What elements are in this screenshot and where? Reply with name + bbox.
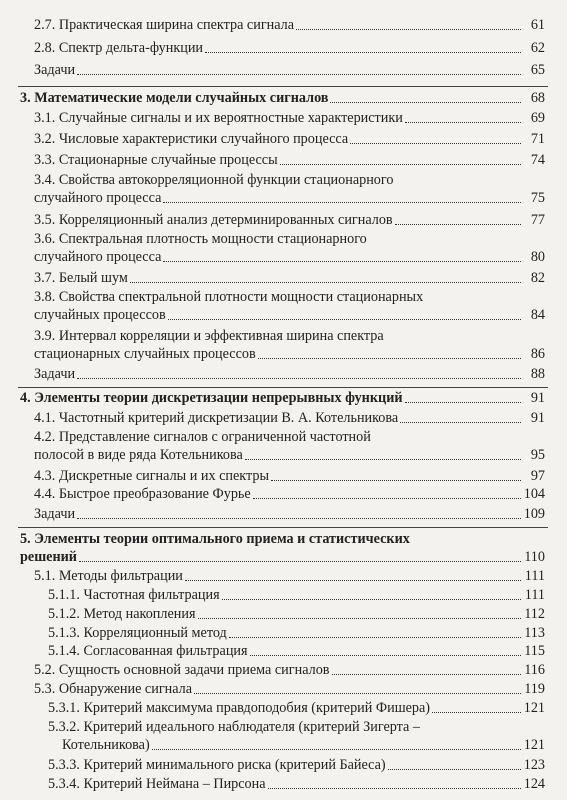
toc-entry-page: 62 [530, 40, 545, 56]
leader-dots [258, 358, 521, 359]
toc-entry-title-cont: полосой в виде ряда Котельникова [34, 447, 243, 463]
toc-entry-page: 109 [523, 506, 545, 522]
toc-entry-title: 5.2. Сущность основной задачи приема сигналов [34, 662, 330, 678]
toc-entry-title: Задачи [34, 366, 76, 382]
toc-entry-title: 5. Элементы теории оптимального приема и статистических [20, 531, 410, 547]
toc-entry-title-cont: решений [20, 549, 77, 565]
section-divider [18, 86, 548, 87]
toc-entry-title: 3.5. Корреляционный анализ детерминированных сигналов [34, 212, 393, 228]
leader-dots [229, 637, 521, 638]
toc-entry-title: 4.2. Представление сигналов с ограниченной частотной [34, 429, 371, 445]
leader-dots [432, 712, 521, 713]
toc-entry-page: 123 [523, 757, 545, 773]
toc-entry-title-cont: стационарных случайных процессов [34, 346, 256, 362]
toc-entry-page: 86 [530, 346, 545, 362]
leader-dots [152, 749, 521, 750]
toc-entry-title: 5.1.2. Метод накопления [48, 606, 196, 622]
leader-dots [388, 769, 521, 770]
toc-entry-page: 104 [523, 486, 545, 502]
toc-entry-title: 3.1. Случайные сигналы и их вероятностные характеристики [34, 110, 403, 126]
leader-dots [296, 29, 521, 30]
toc-entry-title: 5.1.4. Согласованная фильтрация [48, 643, 248, 659]
leader-dots [222, 599, 521, 600]
toc-entry-page: 88 [530, 366, 545, 382]
leader-dots [400, 422, 521, 423]
toc-entry-title: 3. Математические модели случайных сигналов [20, 90, 329, 106]
leader-dots [185, 580, 521, 581]
toc-entry-page: 111 [524, 587, 545, 603]
toc-entry-title-cont: случайного процесса [34, 190, 162, 206]
leader-dots [163, 202, 521, 203]
toc-entry-title: Задачи [34, 62, 76, 78]
toc-entry-title: 3.7. Белый шум [34, 270, 128, 286]
toc-entry-title: 4.1. Частотный критерий дискретизации В. А. Котельникова [34, 410, 399, 426]
toc-entry-title: 5.3.3. Критерий минимального риска (критерий Байеса) [48, 757, 386, 773]
toc-entry-page: 61 [530, 17, 545, 33]
toc-entry-title: 5.1. Методы фильтрации [34, 568, 183, 584]
toc-entry-title: 5.3. Обнаружение сигнала [34, 681, 193, 697]
toc-entry-page: 110 [524, 549, 545, 565]
leader-dots [405, 402, 521, 403]
toc-entry-title: 5.3.2. Критерий идеального наблюдателя (критерий Зигерта – [48, 719, 420, 735]
toc-entry-page: 75 [530, 190, 545, 206]
toc-entry-title: 5.3.1. Критерий максимума правдоподобия (критерий Фишера) [48, 700, 431, 716]
toc-entry-page: 71 [530, 131, 545, 147]
leader-dots [163, 261, 521, 262]
leader-dots [77, 378, 521, 379]
toc-entry-title: 3.4. Свойства автокорреляционной функции стационарного [34, 172, 394, 188]
toc-entry-title-cont: случайных процессов [34, 307, 166, 323]
leader-dots [245, 459, 521, 460]
toc-entry-page: 121 [523, 737, 545, 753]
toc-entry-title: Задачи [34, 506, 76, 522]
leader-dots [205, 52, 521, 53]
toc-entry-page: 119 [524, 681, 545, 697]
leader-dots [198, 618, 522, 619]
toc-entry-page: 68 [530, 90, 545, 106]
toc-entry-page: 84 [530, 307, 545, 323]
leader-dots [395, 224, 521, 225]
toc-entry-title: 2.7. Практическая ширина спектра сигнала [34, 17, 295, 33]
section-divider [18, 387, 548, 388]
toc-entry-title: 5.3.4. Критерий Неймана – Пирсона [48, 776, 266, 792]
toc-entry-page: 97 [530, 468, 545, 484]
section-divider [18, 527, 548, 528]
toc-entry-title: 3.9. Интервал корреляции и эффективная ширина спектра [34, 328, 384, 344]
toc-entry-title: 5.1.1. Частотная фильтрация [48, 587, 220, 603]
leader-dots [77, 74, 521, 75]
leader-dots [168, 319, 521, 320]
leader-dots [130, 282, 521, 283]
leader-dots [268, 788, 521, 789]
leader-dots [280, 164, 521, 165]
leader-dots [271, 480, 521, 481]
toc-entry-page: 121 [523, 700, 545, 716]
toc-entry-title: 3.2. Числовые характеристики случайного процесса [34, 131, 349, 147]
toc-entry-title: 4.3. Дискретные сигналы и их спектры [34, 468, 269, 484]
toc-entry-title: 4.4. Быстрое преобразование Фурье [34, 486, 251, 502]
toc-entry-title: 3.6. Спектральная плотность мощности стационарного [34, 231, 367, 247]
toc-entry-page: 80 [530, 249, 545, 265]
leader-dots [332, 674, 522, 675]
leader-dots [194, 693, 521, 694]
toc-entry-page: 74 [530, 152, 545, 168]
toc-entry-title: 5.1.3. Корреляционный метод [48, 625, 227, 641]
toc-entry-title: 4. Элементы теории дискретизации непрерывных функций [20, 390, 403, 406]
toc-entry-title: 3.8. Свойства спектральной плотности мощности стационарных [34, 289, 424, 305]
toc-entry-page: 69 [530, 110, 545, 126]
toc-entry-page: 115 [524, 643, 545, 659]
leader-dots [350, 143, 521, 144]
toc-entry-page: 112 [524, 606, 545, 622]
toc-entry-page: 91 [530, 410, 545, 426]
toc-entry-page: 82 [530, 270, 545, 286]
toc-entry-page: 124 [523, 776, 545, 792]
toc-entry-title-cont: случайного процесса [34, 249, 162, 265]
toc-entry-page: 113 [524, 625, 545, 641]
toc-entry-page: 116 [524, 662, 545, 678]
leader-dots [250, 655, 521, 656]
toc-entry-page: 111 [524, 568, 545, 584]
leader-dots [405, 122, 521, 123]
toc-entry-page: 77 [530, 212, 545, 228]
toc-entry-page: 95 [530, 447, 545, 463]
leader-dots [330, 102, 521, 103]
leader-dots [253, 498, 521, 499]
toc-entry-page: 65 [530, 62, 545, 78]
toc-entry-page: 91 [530, 390, 545, 406]
toc-entry-title-cont: Котельникова) [62, 737, 150, 753]
toc-entry-title: 3.3. Стационарные случайные процессы [34, 152, 278, 168]
leader-dots [79, 561, 521, 562]
leader-dots [77, 518, 521, 519]
toc-entry-title: 2.8. Спектр дельта-функции [34, 40, 204, 56]
